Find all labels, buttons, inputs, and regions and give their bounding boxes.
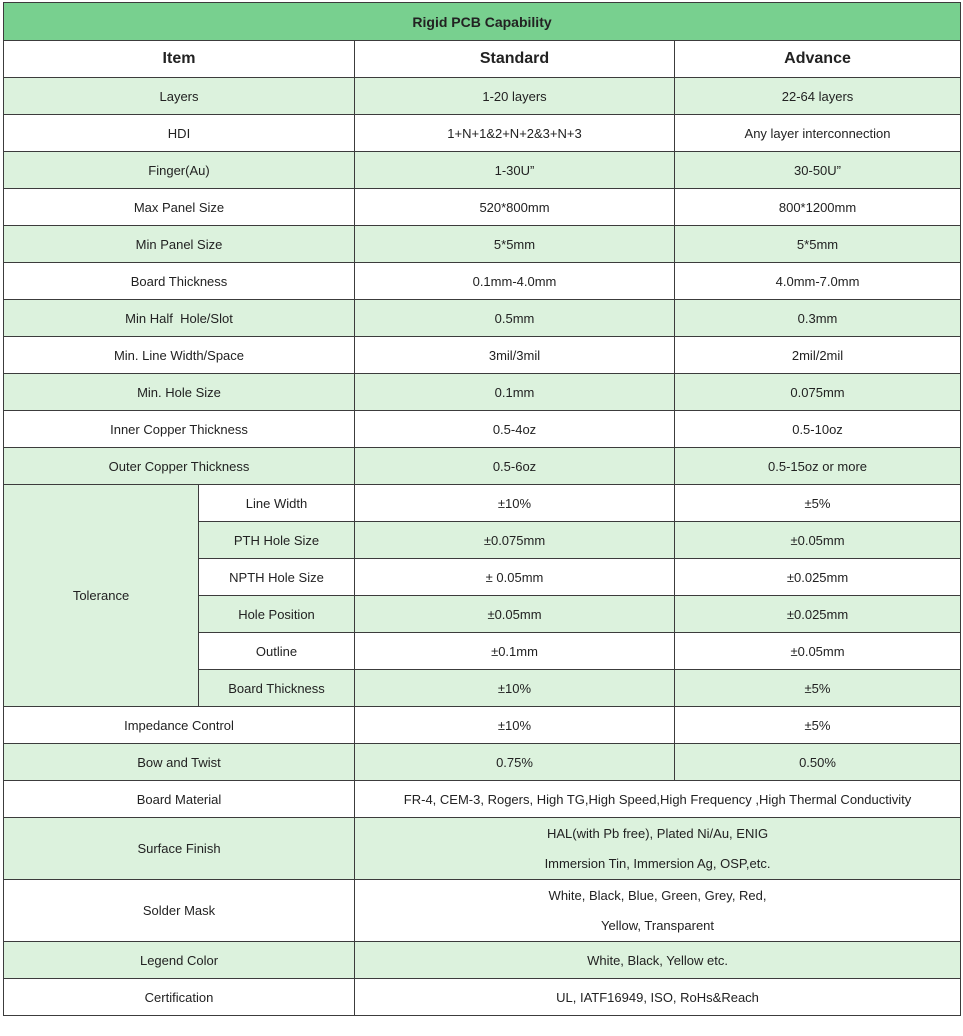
row-item: Min Panel Size (4, 226, 355, 263)
row-advance: 0.075mm (675, 374, 961, 411)
row-standard: 3mil/3mil (355, 337, 675, 374)
table-row (4, 374, 961, 411)
merged-line: UL, IATF16949, ISO, RoHs&Reach (556, 989, 759, 1005)
row-standard: 1-30U” (355, 152, 675, 189)
row-item: Legend Color (4, 942, 355, 979)
tolerance-item: Line Width (199, 485, 355, 522)
row-item: Board Material (4, 781, 355, 818)
table-row (4, 744, 961, 781)
tolerance-standard: ±10% (355, 485, 675, 522)
tolerance-standard: ± 0.05mm (355, 559, 675, 596)
row-item: Outer Copper Thickness (4, 448, 355, 485)
row-item: Certification (4, 979, 355, 1016)
tolerance-row (4, 485, 961, 522)
merged-line: Yellow, Transparent (601, 917, 715, 933)
row-advance: 0.3mm (675, 300, 961, 337)
header-advance: Advance (675, 41, 961, 78)
row-merged-value (355, 880, 961, 942)
tolerance-item: Outline (199, 633, 355, 670)
row-advance: 30-50U” (675, 152, 961, 189)
table-row (4, 78, 961, 115)
row-advance: 22-64 layers (675, 78, 961, 115)
row-merged-value (355, 942, 961, 979)
row-item: Bow and Twist (4, 744, 355, 781)
row-advance: 800*1200mm (675, 189, 961, 226)
row-standard: 0.5-4oz (355, 411, 675, 448)
row-merged-value (355, 781, 961, 818)
row-advance: 0.5-10oz (675, 411, 961, 448)
tolerance-standard: ±0.1mm (355, 633, 675, 670)
row-merged-value (355, 979, 961, 1016)
row-standard: ±10% (355, 707, 675, 744)
row-item: Impedance Control (4, 707, 355, 744)
table-row (4, 781, 961, 818)
row-item: Surface Finish (4, 818, 355, 880)
tolerance-standard: ±10% (355, 670, 675, 707)
table-row (4, 707, 961, 744)
table-row (4, 942, 961, 979)
row-standard: 1-20 layers (355, 78, 675, 115)
row-item: Min. Hole Size (4, 374, 355, 411)
row-standard: 0.5mm (355, 300, 675, 337)
row-item: Min. Line Width/Space (4, 337, 355, 374)
table-row (4, 448, 961, 485)
row-standard: 5*5mm (355, 226, 675, 263)
table-row (4, 300, 961, 337)
row-item: Board Thickness (4, 263, 355, 300)
row-merged-value (355, 818, 961, 880)
tolerance-advance: ±0.05mm (675, 522, 961, 559)
header-standard: Standard (355, 41, 675, 78)
tolerance-item: PTH Hole Size (199, 522, 355, 559)
table-row (4, 226, 961, 263)
row-standard: 1+N+1&2+N+2&3+N+3 (355, 115, 675, 152)
tolerance-label: Tolerance (4, 485, 199, 707)
row-standard: 0.75% (355, 744, 675, 781)
row-advance: 5*5mm (675, 226, 961, 263)
row-standard: 0.1mm (355, 374, 675, 411)
rigid-pcb-capability-table (3, 2, 961, 1016)
row-advance: ±5% (675, 707, 961, 744)
row-advance: Any layer interconnection (675, 115, 961, 152)
table-row (4, 263, 961, 300)
row-advance: 4.0mm-7.0mm (675, 263, 961, 300)
merged-line: HAL(with Pb free), Plated Ni/Au, ENIG (546, 825, 769, 841)
row-standard: 520*800mm (355, 189, 675, 226)
header-item: Item (4, 41, 355, 78)
table-row (4, 880, 961, 942)
row-advance: 2mil/2mil (675, 337, 961, 374)
row-item: Solder Mask (4, 880, 355, 942)
table-row (4, 115, 961, 152)
row-item: HDI (4, 115, 355, 152)
merged-line: FR-4, CEM-3, Rogers, High TG,High Speed,High Frequency ,High Thermal Conductivity (403, 791, 912, 807)
row-item: Finger(Au) (4, 152, 355, 189)
tolerance-item: Board Thickness (199, 670, 355, 707)
merged-line: White, Black, Blue, Green, Grey, Red, (548, 887, 767, 903)
table-row (4, 152, 961, 189)
tolerance-advance: ±0.025mm (675, 596, 961, 633)
merged-line: Immersion Tin, Immersion Ag, OSP,etc. (544, 855, 771, 871)
tolerance-advance: ±5% (675, 670, 961, 707)
tolerance-standard: ±0.075mm (355, 522, 675, 559)
table-row (4, 337, 961, 374)
tolerance-advance: ±0.025mm (675, 559, 961, 596)
tolerance-advance: ±0.05mm (675, 633, 961, 670)
row-item: Max Panel Size (4, 189, 355, 226)
row-standard: 0.1mm-4.0mm (355, 263, 675, 300)
row-item: Inner Copper Thickness (4, 411, 355, 448)
table-row (4, 411, 961, 448)
table-row (4, 818, 961, 880)
tolerance-item: Hole Position (199, 596, 355, 633)
tolerance-standard: ±0.05mm (355, 596, 675, 633)
merged-line: White, Black, Yellow etc. (587, 952, 728, 968)
row-advance: 0.50% (675, 744, 961, 781)
table-row (4, 979, 961, 1016)
tolerance-item: NPTH Hole Size (199, 559, 355, 596)
row-standard: 0.5-6oz (355, 448, 675, 485)
table-title: Rigid PCB Capability (4, 3, 961, 41)
row-item: Min Half Hole/Slot (4, 300, 355, 337)
row-item: Layers (4, 78, 355, 115)
row-advance: 0.5-15oz or more (675, 448, 961, 485)
table-row (4, 189, 961, 226)
tolerance-advance: ±5% (675, 485, 961, 522)
